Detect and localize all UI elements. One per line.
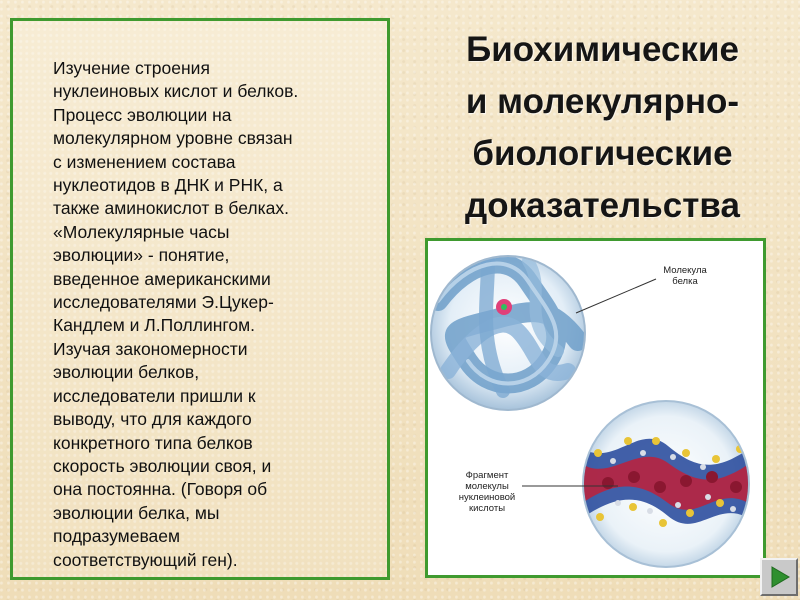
- text-panel: [10, 18, 390, 580]
- slide-title: Биохимические и молекулярно- биологические доказательства: [465, 30, 740, 225]
- triangle-right-icon: [770, 566, 790, 588]
- nucleic-acid-label: Фрагмент молекулы нуклеиновой кислоты: [458, 470, 516, 514]
- protein-callout-line: [576, 279, 656, 313]
- nucleic-acid-sphere: [578, 400, 753, 568]
- next-slide-button[interactable]: [760, 558, 798, 596]
- molecule-illustration: [428, 241, 763, 575]
- body-text: Изучение строения нуклеиновых кислот и белков. Процесс эволюции на молекулярном уровне связан с изменением состава нуклеотидов в ДНК и РНК, а также аминокислот в белках. «Молекулярные часы эволюции» - понятие, введенное американскими исследователями Э.Цукер- Кандлем и Л.Поллингом. Изучая закономерности эволюции белков, исследователи пришли к выводу, что для каждого конкретного типа белков скорость эволюции своя, и она постоянна. (Говоря об эволюции белка, мы подразумеваем соответствующий ген).: [53, 58, 299, 570]
- figure-panel: [425, 238, 766, 578]
- protein-label: Молекула белка: [663, 265, 707, 287]
- protein-molecule-sphere: [430, 255, 586, 411]
